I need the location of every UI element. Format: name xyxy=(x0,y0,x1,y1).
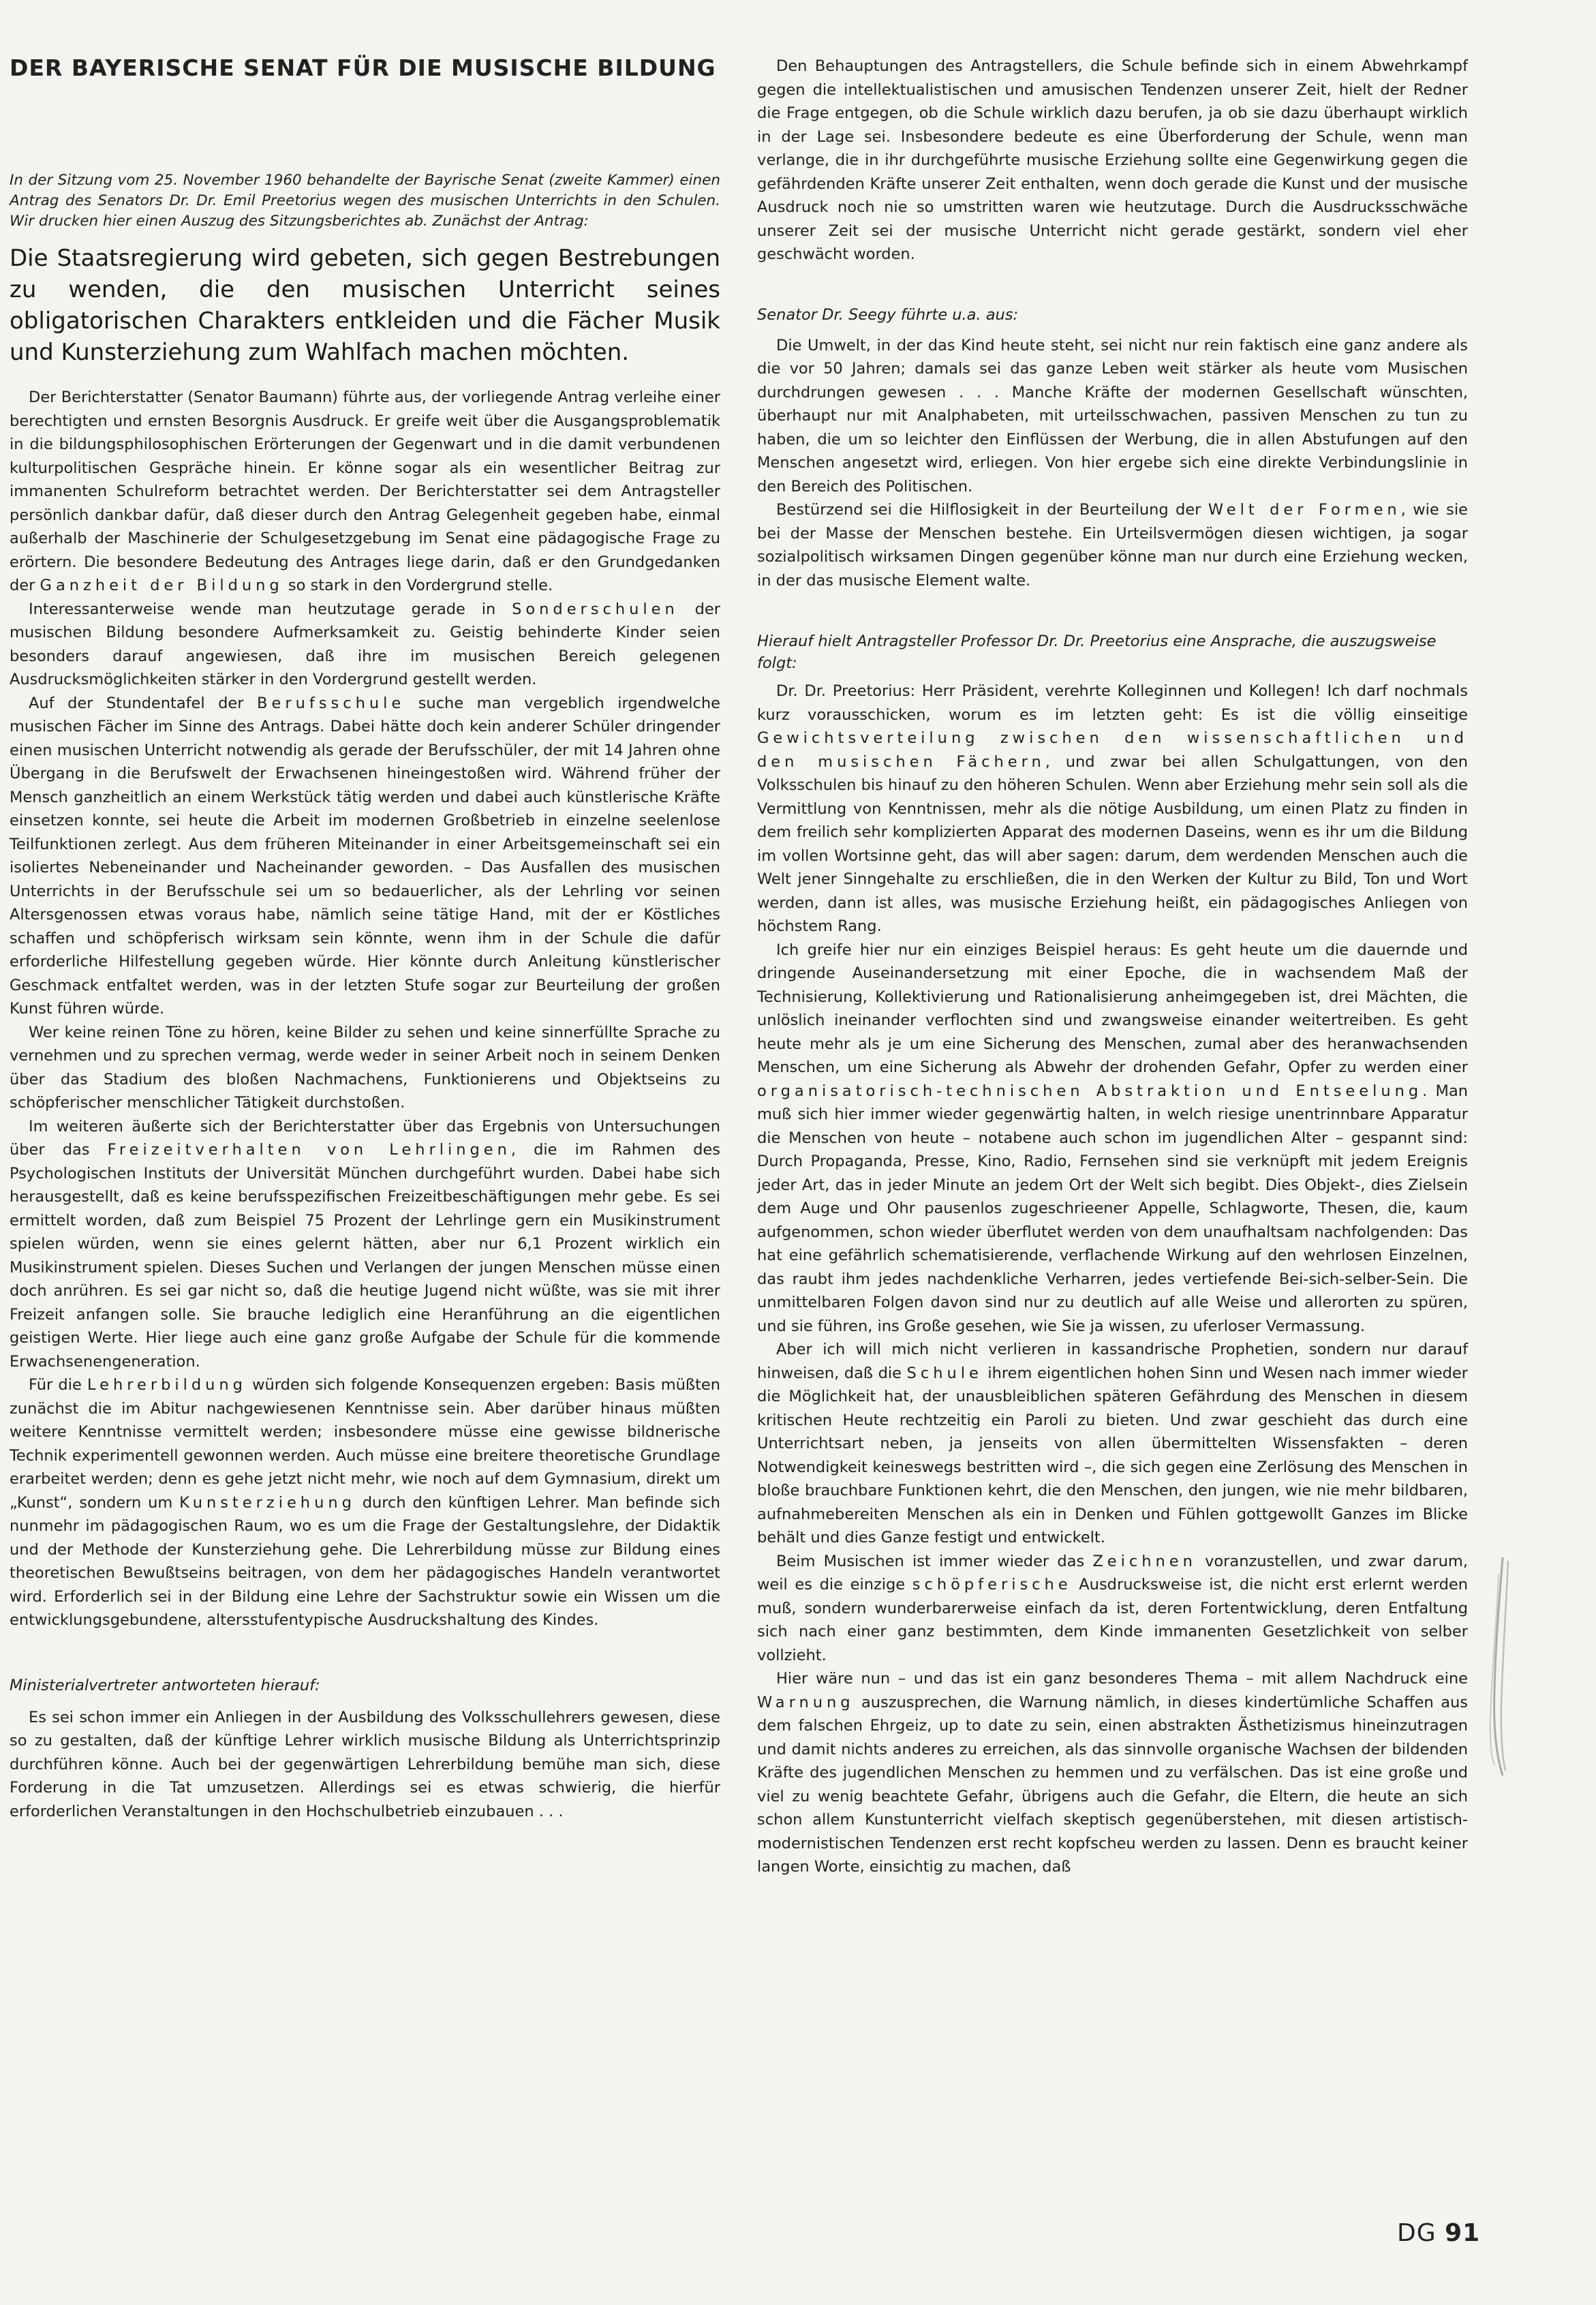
paragraph: Dr. Dr. Preetorius: Herr Präsident, verehrte Kolleginnen und Kollegen! Ich darf nochmals kurz vorausschicken, worum es im letzten geht: Es ist die völlig einseitige Gewichtsverteilung zwischen den wissenschaftlichen und den musischen Fächern, und zwar bei allen Schulgattungen, von den Volksschulen bis hinauf zu den höheren Schulen. Wenn aber Erziehung mehr sein soll als die Vermittlung von Kenntnissen, mehr als die nötige Ausbildung, um einen Platz zu finden in dem freilich sehr komplizierten Apparat des modernen Daseins, wenn es ihr um die Bildung im vollen Wortsinne geht, das will aber sagen: darum, dem werdenden Menschen auch die Welt jener Sinngehalte zu erschließen, die in den Werken der Kultur zu Bild, Ton und Wort werden, dann ist alles, was musische Erziehung heißt, ein pädagogisches Anliegen von höchstem Rang. xyxy=(757,682,1468,935)
paragraph: Auf der Stundentafel der Berufsschule suche man vergeblich irgendwelche musischen Fächer im Sinne des Antrags. Dabei hätte doch kein anderer Schüler dringender einen musischen Unterricht notwendig als gerade der Berufsschüler, der mit 14 Jahren ohne Übergang in die Berufswelt der Erwachsenen hineingestoßen wird. Während früher der Mensch ganzheitlich an einem Werkstück tätig werden und dabei auch künstlerische Kräfte einsetzen konnte, sei heute die Arbeit im modernen Großbetrieb in einzelne seelenlose Teilfunktionen zerlegt. Aus dem früheren Miteinander in einer Arbeitsgemeinschaft sei ein isoliertes Nebeneinander und Nacheinander geworden. – Das Ausfallen des musischen Unterrichts in der Berufsschule sei um so bedauerlicher, als der Lehrling vor seinen Altersgenossen etwas voraus habe, nämlich seine tätige Hand, mit der er Köstliches schaffen und schöpferisch wirksam sein könnte, wenn ihm in der Schule die dafür erforderliche Hilfestellung gegeben würde. Hier könnte durch Anleitung künstlerischer Geschmack entfaltet werden, was in der letzten Stufe sogar zur Beurteilung der großen Kunst führen würde. xyxy=(10,694,720,1018)
journal-abbreviation: DG xyxy=(1397,2219,1437,2247)
paragraph: Im weiteren äußerte sich der Berichterstatter über das Ergebnis von Untersuchungen über das Freizeitverhalten von Lehrlingen, die im Rahmen des Psychologischen Instituts der Universität München durchgeführt wurden. Dabei habe sich herausgestellt, daß es keine berufsspezifischen Freizeitbeschäftigungen mehr gebe. Es sei ermittelt worden, daß zum Beispiel 75 Prozent der Lehrlinge gern ein Musikinstrument spielen würden, wenn sie eines gelernt hätten, aber nur 6,1 Prozent wirklich ein Musikinstrument spielen. Dieses Suchen und Verlangen der jungen Menschen müsse einen doch anrühren. Es sei gar nicht so, daß die heutige Jugend nicht wüßte, was sie mit ihrer Freizeit anfangen solle. Sie brauche lediglich eine Heranführung an die eigentlichen geistigen Werte. Hier liege auch eine ganz große Aufgabe der Schule für die kommende Erwachsenengeneration. xyxy=(10,1117,720,1371)
spaced-emphasis: Kunsterziehung xyxy=(179,1493,356,1512)
paragraph: Ich greife hier nur ein einziges Beispiel heraus: Es geht heute um die dauernde und dringende Auseinandersetzung mit einer Epoche, die in wachsendem Maß der Technisierung, Kollektivierung und Rationalisierung anheimgegeben ist, drei Mächten, die unlöslich ineinander verflochten sind und zwangsweise einander weitertreiben. Es geht heute mehr als je um eine Sicherung des Menschen, zumal aber des heranwachsenden Menschen, um eine Sicherung als Abwehr der drohenden Gefahr, Opfer zu werden einer organisatorisch-technischen Abstraktion und Entseelung. Man muß sich hier immer wieder gegenwärtig halten, in welch riesige unentrinnbare Apparatur die Menschen von heute – notabene auch schon im jugendlichen Alter – gespannt sind: Durch Propaganda, Presse, Kino, Radio, Fernsehen sind sie verknüpft mit jedem Ereignis jeder Art, das in jeder Minute an jedem Ort der Welt sich begibt. Dies Objekt-, dies Zielsein dem Auge und Ohr pausenlos zugeschrieener Appelle, Schlagworte, Thesen, die, kaum aufgenommen, schon wieder überflutet werden von dem unaufhaltsam nachfolgenden: Das hat eine gefährlich schematisierende, verflachende Wirkung auf den wehrlosen Einzelnen, das raubt ihm jedes nachdenkliche Verharren, jedes vertiefende Bei-sich-selber-Sein. Die unmittelbaren Folgen davon sind nur zu deutlich auf alle Weise und allerorten zu spüren, und sie führen, ins Große gesehen, wie Sie ja wissen, zu uferloser Vermassung. xyxy=(757,941,1468,1335)
paragraph: Aber ich will mich nicht verlieren in kassandrische Prophetien, sondern nur darauf hinweisen, daß die Schule ihrem eigentlichen hohen Sinn und Wesen nach immer wieder die Möglichkeit hat, der unausbleiblichen späteren Gefährdung des Menschen in diesem kritischen Heute rechtzeitig ein Paroli zu bieten. Und zwar geschieht das durch eine Unterrichtsart neben, ja jenseits von allen übermittelten Wissensfakten – deren Notwendigkeit keineswegs bestritten wird –, die sich gegen eine Zerlösung des Menschen in bloße brauchbare Funktionen kehrt, die den Menschen, den jungen, wie nie mehr bildbaren, aufnahmebereiten Menschen als ein in Denken und Fühlen gottgewollt Ganzes im Blicke behält und dies Ganze festigt und entwickelt. xyxy=(757,1341,1468,1546)
paragraph: Der Berichterstatter (Senator Baumann) führte aus, der vorliegende Antrag verleihe einer berechtigten und ernsten Besorgnis Ausdruck. Er greife weit über die Ausgangsproblematik in die bildungsphilosophischen Erörterungen der Gegenwart und in die damit verbundenen kulturpolitischen Gespräche hinein. Er könne sogar als ein wesentlicher Beitrag zur immanenten Schulreform betrachtet werden. Der Berichterstatter sei dem Antragsteller persönlich dankbar dafür, daß dieser durch den Antrag Gelegenheit gegeben habe, einmal außerhalb der Maschinerie der Schulgesetzgebung im Senat eine pädagogische Frage zu erörtern. Die besondere Bedeutung des Antrages liege darin, daß er den Grundgedanken der Ganzheit der Bildung so stark in den Vordergrund stelle. xyxy=(10,388,720,594)
paragraph: Interessanterweise wende man heutzutage gerade in Sonderschulen der musischen Bildung besondere Aufmerksamkeit zu. Geistig behinderte Kinder seien besonders darauf angewiesen, daß ihre im musischen Bereich gelegenen Ausdrucksmöglichkeiten stärker in den Vordergrund gestellt werden. xyxy=(10,600,720,688)
page-number: 91 xyxy=(1445,2219,1481,2247)
article-title: DER BAYERISCHE SENAT FÜR DIE MUSISCHE BILDUNG xyxy=(10,55,716,81)
left-column xyxy=(10,55,720,1823)
paragraph: Beim Musischen ist immer wieder das Zeichnen voranzustellen, und zwar darum, weil es die einzige schöpferische Ausdrucksweise ist, die nicht erst erlernt werden muß, sondern wunderbarerweise einfach da ist, deren Fortentwicklung, deren Entfaltung sich nach einer ganz bestimmten, dem Kinde immanenten Gesetzlichkeit von selber vollzieht. xyxy=(757,1552,1468,1664)
spaced-emphasis: Zeichnen xyxy=(1092,1552,1197,1570)
paragraph: Den Behauptungen des Antragstellers, die Schule befinde sich in einem Abwehrkampf gegen die intellektualistischen und amusischen Tendenzen unserer Zeit, hielt der Redner die Frage entgegen, ob die Schule wirklich dazu berufen, ja ob sie dazu überhaupt wirklich in der Lage sei. Insbesondere bedeute es eine Überforderung der Schule, wenn man verlange, die in ihr durchgeführte musische Erziehung sollte eine Gegenwirkung gegen die gefährdenden Kräfte unserer Zeit enthalten, wenn doch gerade die Kunst und der musische Ausdruck noch nie so umstritten waren wie heutzutage. Durch die Ausdrucksschwäche unserer Zeit sei der musische Unterricht nicht gerade gestärkt, sondern viel eher geschwächt worden. xyxy=(757,57,1468,263)
spaced-emphasis: Ganzheit der Bildung xyxy=(40,577,283,594)
paragraph: Wer keine reinen Töne zu hören, keine Bilder zu sehen und keine sinnerfüllte Sprache zu vernehmen und zu sprechen vermag, werde weder in seiner Arbeit noch in seinem Denken über das Stadium des bloßen Nachmachens, Funktionierens und Objektseins zu schöpferischer menschlicher Tätigkeit durchstoßen. xyxy=(10,1023,720,1112)
spaced-emphasis: Welt der Formen xyxy=(1208,501,1401,519)
paragraph: Die Umwelt, in der das Kind heute steht, sei nicht nur rein faktisch eine ganz andere als die vor 50 Jahren; damals sei das ganze Leben weit stärker als heute vom Musischen durchdrungen gewesen . . . Manche Kräfte der modernen Gesellschaft wünschten, überhaupt nur mit Analphabeten, mit urteilsschwachen, passiven Menschen zu tun zu haben, die um so leichter den Einflüssen der Werbung, die in allen Abstufungen auf den Menschen angesetzt wird, erliegen. Von hier ergebe sich eine direkte Verbindungslinie in den Bereich des Politischen. xyxy=(757,336,1468,495)
spaced-emphasis: schöpferische xyxy=(912,1576,1072,1593)
spaced-emphasis: Freizeitverhalten von Lehrlingen xyxy=(107,1141,511,1159)
paragraph: Für die Lehrerbildung würden sich folgende Konsequenzen ergeben: Basis müßten zunächst die im Abitur nachgewiesenen Kenntnisse sein. Aber darüber hinaus müßten weitere Kenntnisse vermittelt werden; insbesondere müsse eine gewisse bildnerische Technik experimentell gewonnen werden. Auch müsse eine breitere theoretische Grundlage erarbeitet werden; denn es gehe jetzt nicht mehr, wie noch auf dem Gymnasium, direkt um „Kunst“, sondern um Kunsterziehung durch den künftigen Lehrer. Man befinde sich nunmehr im pädagogischen Raum, wo es um die Frage der Gestaltungslehre, der Didaktik und der Methode der Kunsterziehung gehe. Die Lehrerbildung müsse zur Bildung eines theoretischen Bewußtseins beitragen, von dem her pädagogisches Handeln verantwortet wird. Erforderlich sei in der Bildung eine Lehre der Sachstruktur sowie ein Wissen um die entwicklungsgebundene, altersstufentypische Ausdruckshaltung des Kindes. xyxy=(10,1376,720,1629)
paragraph: Es sei schon immer ein Anliegen in der Ausbildung des Volksschullehrers gewesen, diese so zu gestalten, daß der künftige Lehrer wirklich musische Bildung als Unterrichtsprinzip durchführen könne. Auch bei der gegenwärtigen Lehrerbildung bemühe man sich, diese Forderung in die Tat umzusetzen. Allerdings sei es etwas schwierig, die hierfür erforderlichen Veranstaltungen in den Hochschulbetrieb einzubauen . . . xyxy=(10,1708,720,1820)
motion-text: Die Staatsregierung wird gebeten, sich gegen Bestrebungen zu wenden, die den musischen Unterricht seines obligatorischen Charakters entkleiden und die Fächer Musik und Kunsterziehung zum Wahlfach machen möchten. xyxy=(10,245,720,366)
page-folio xyxy=(1397,2219,1480,2247)
spaced-emphasis: Schule xyxy=(906,1364,983,1382)
paragraph: Hier wäre nun – und das ist ein ganz besonderes Thema – mit allem Nachdruck eine Warnung auszusprechen, die Warnung nämlich, in dieses kindertümliche Schaffen aus dem falschen Ehrgeiz, up to date zu sein, einen abstrakten Ästhetizismus hineinzutragen und damit nichts anderes zu erreichen, als das sinnvolle organische Wachsen der bildenden Kräfte des jugendlichen Menschen zu hemmen und zu verfälschen. Das ist eine große und viel zu wenig beachtete Gefahr, übrigens auch die Gefahr, die Eltern, die heute an sich schon allem Kunstunterricht vielfach skeptisch gegenüberstehen, mit diesen artistisch-modernistischen Tendenzen erst recht kopfscheu werden zu lassen. Denn es braucht keiner langen Worte, einsichtig zu machen, daß xyxy=(757,1670,1468,1876)
pencil-margin-mark xyxy=(1482,1554,1523,1779)
spaced-emphasis: Gewichtsverteilung zwischen den wissenschaftlichen und den musischen Fächern xyxy=(757,729,1468,771)
spaced-emphasis: Warnung xyxy=(757,1693,855,1711)
spaced-emphasis: Sonderschulen xyxy=(512,600,679,618)
spaced-emphasis: Lehrerbildung xyxy=(87,1376,247,1394)
spaced-emphasis: Berufsschule xyxy=(257,694,405,712)
section-heading-ministry: Ministerialvertreter antworteten hierauf: xyxy=(10,1676,320,1694)
section-heading-seegy: Senator Dr. Seegy führte u.a. aus: xyxy=(757,305,1019,324)
paragraph: Bestürzend sei die Hilflosigkeit in der Beurteilung der Welt der Formen, wie sie bei der Masse der Menschen bestehe. Ein Urteilsvermögen diesen wichtigen, ja sogar sozialpolitisch wirksamen Dingen gegenüber könne man nur durch eine Erziehung wecken, in der das musische Element walte. xyxy=(757,501,1468,590)
section-heading-preetorius: Hierauf hielt Antragsteller Professor Dr. Dr. Preetorius eine Ansprache, die auszugsweise folgt: xyxy=(757,632,1437,672)
right-column xyxy=(757,55,1468,1879)
intro-note: In der Sitzung vom 25. November 1960 behandelte der Bayrische Senat (zweite Kammer) einen Antrag des Senators Dr. Dr. Emil Preetorius wegen des musischen Unterrichts in den Schulen. Wir drucken hier einen Auszug des Sitzungsberichtes ab. Zunächst der Antrag: xyxy=(10,172,720,230)
spaced-emphasis: organisatorisch-technischen Abstraktion und Entseelung xyxy=(757,1082,1423,1100)
